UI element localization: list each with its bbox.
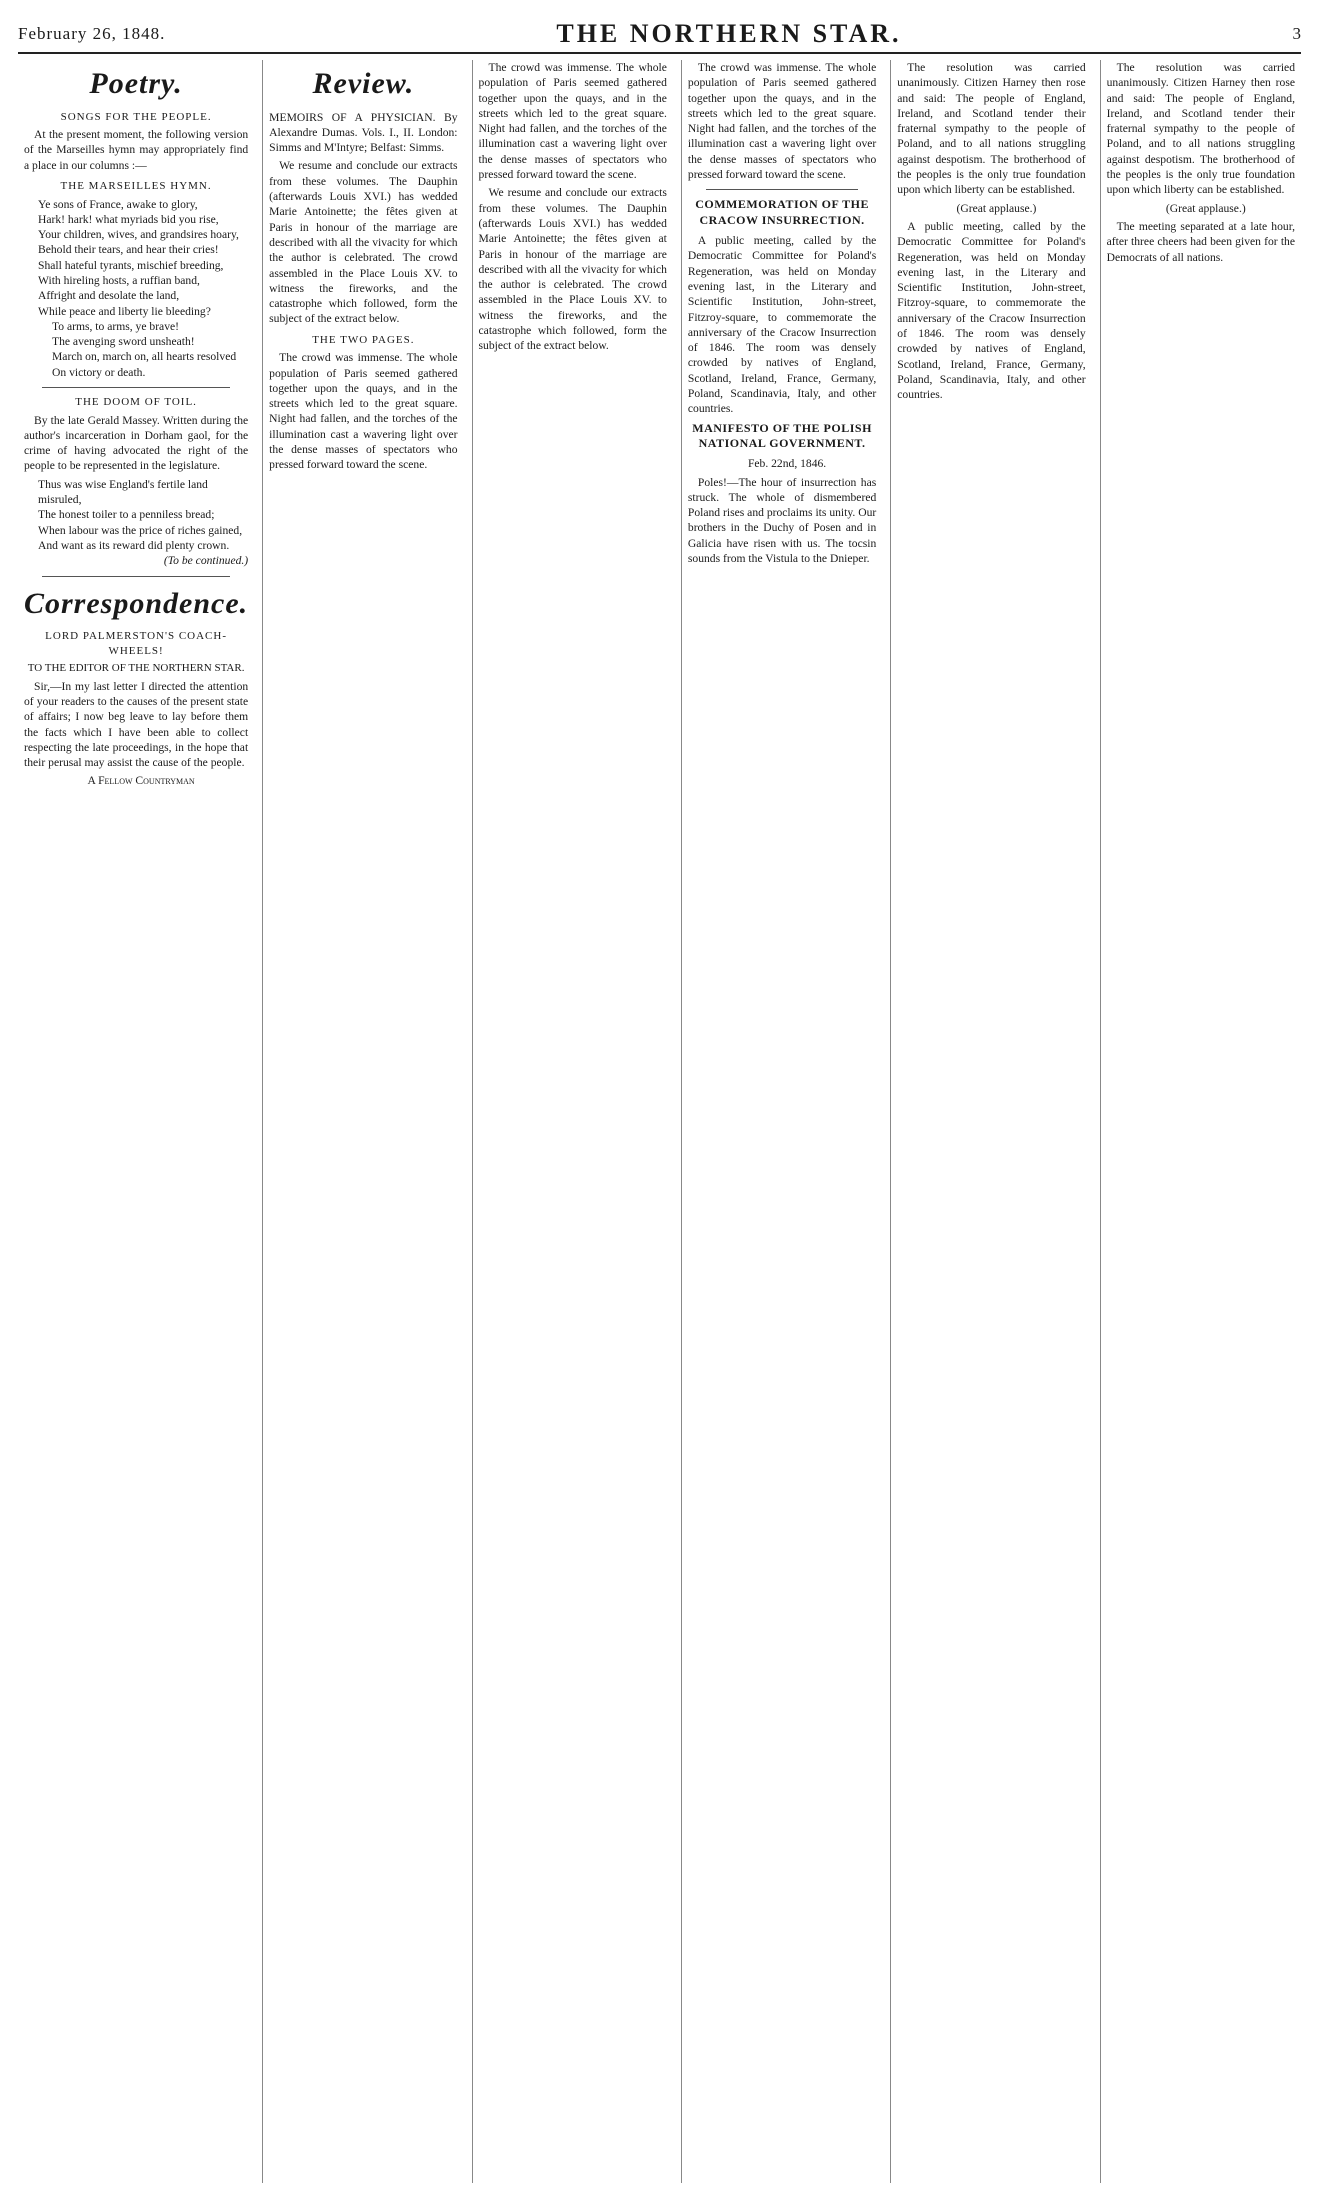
review-continuation: The crowd was immense. The whole population of Paris seemed gathered together upon the quays, and in the streets which led to the great square. Night had fallen, and the torches of the illumination cast a wavering light over the dense masses of spectators who pressed forward toward the scene.: [478, 61, 667, 182]
verse-line: March on, march on, all hearts resolved: [52, 350, 237, 364]
songs-heading: SONGS FOR THE PEOPLE.: [60, 110, 212, 123]
column-grid: [18, 60, 1301, 2183]
manifesto-body: Poles!—The hour of insurrection has struck. The whole of dismembered Poland rises and proclaims its unity. Our brothers in the Duchy of Posen and in Galicia have risen with us. The tocsin sounds from the Vistula to the Dnieper.: [687, 475, 877, 566]
masthead: [18, 16, 1301, 54]
correspondence-body: Sir,—In my last letter I directed the attention of your readers to the causes of the present state of affairs; I now beg leave to lay before them the facts which I have been able to collect respecting the late proceedings, in the hope that their perusal may assist the cause of the people.: [24, 679, 249, 770]
verse-line: Behold their tears, and hear their cries!: [38, 243, 219, 257]
column-4: [681, 60, 882, 2183]
column-3: [472, 60, 673, 2183]
verse-line: With hireling hosts, a ruffian band,: [38, 274, 200, 287]
songs-intro: At the present moment, the following version of the Marseilles hymn may appropriately find a place in our columns :—: [24, 128, 249, 172]
doom-verse: [24, 477, 248, 553]
review-continuation: The crowd was immense. The whole population of Paris seemed gathered together upon the quays, and in the streets which led to the great square. Night had fallen, and the torches of the illumination cast a wavering light over the dense masses of spectators who pressed forward toward the scene.: [269, 351, 458, 472]
correspondence-signature: A Fellow Countryman: [87, 774, 195, 788]
hymn-verse: [24, 197, 248, 381]
speech-body: The resolution was carried unanimously. Citizen Harney then rose and said: The people of England, Ireland, and Scotland tender their fraternal sympathy to the people of Poland, and to all nations struggling against despotism. The brotherhood of the peoples is the only true foundation upon which liberty can be established.: [897, 61, 1086, 197]
verse-line: And want as its reward did plenty crown.: [38, 538, 230, 552]
manifesto-heading: MANIFESTO OF THE POLISH NATIONAL GOVERNMENT.: [692, 420, 872, 451]
column-2: [262, 60, 463, 2183]
newspaper-title: THE NORTHERN STAR.: [556, 19, 902, 48]
verse-line: Your children, wives, and grandsires hoary,: [38, 228, 239, 242]
correspondence-salutation: TO THE EDITOR OF THE NORTHERN STAR.: [27, 662, 245, 675]
hymn-heading: THE MARSEILLES HYMN.: [60, 180, 212, 192]
correspondence-heading: LORD PALMERSTON'S COACH-WHEELS!: [45, 630, 228, 657]
review-body: We resume and conclude our extracts from these volumes. The Dauphin (afterwards Louis XVI.) has wedded Marie Antoinette; the fêtes given at Paris in honour of the marriage are described with all the vivacity for which the author is celebrated. The crowd assembled in the Place Louis XV. to witness the fireworks, and the catastrophe which followed, form the subject of the extract below.: [478, 186, 667, 353]
page-number: 3: [1292, 24, 1301, 43]
divider: [42, 576, 230, 577]
review-book-title: MEMOIRS OF A PHYSICIAN. By Alexandre Dumas. Vols. I., II. London: Simms and M'Intyre; Belfast: Simms.: [269, 110, 458, 155]
speech-closing: The meeting separated at a late hour, after three cheers had been given for the Democrats of all nations.: [1106, 219, 1295, 264]
verse-line: On victory or death.: [52, 365, 146, 379]
commemoration-body: A public meeting, called by the Democratic Committee for Poland's Regeneration, was held on Monday evening last, in the Literary and Scientific Institution, John-street, Fitzroy-square, to commemorate the anniversary of the Cracow Insurrection of 1846. The room was densely crowded by natives of England, Scotland, Ireland, France, Germany, Poland, Scandinavia, Italy, and other countries.: [897, 219, 1086, 402]
speech-cheers: (Great applause.): [1165, 201, 1246, 215]
verse-line: Affright and desolate the land,: [38, 289, 180, 303]
speech-body: The resolution was carried unanimously. Citizen Harney then rose and said: The people of England, Ireland, and Scotland tender their fraternal sympathy to the people of Poland, and to all nations struggling against despotism. The brotherhood of the peoples is the only true foundation upon which liberty can be established.: [1106, 61, 1295, 197]
manifesto-date: Feb. 22nd, 1846.: [747, 457, 827, 471]
column-5: [890, 60, 1091, 2183]
poetry-section-title: Poetry.: [89, 67, 183, 100]
review-section-title: Review.: [312, 67, 415, 100]
verse-line: The avenging sword unsheath!: [52, 335, 195, 349]
doom-intro: By the late Gerald Massey. Written during the author's incarceration in Dorham gaol, for the crime of having advocated the right of the people to be represented in the legislature.: [24, 413, 249, 473]
review-subheading: THE TWO PAGES.: [312, 333, 415, 346]
verse-line: Shall hateful tyrants, mischief breeding,: [38, 258, 224, 272]
correspondence-section-title: Correspondence.: [24, 586, 249, 620]
verse-line: Hark! hark! what myriads bid you rise,: [38, 212, 219, 226]
column-6: [1100, 60, 1301, 2183]
to-be-continued: (To be continued.): [163, 554, 249, 568]
review-continuation: The crowd was immense. The whole population of Paris seemed gathered together upon the quays, and in the streets which led to the great square. Night had fallen, and the torches of the illumination cast a wavering light over the dense masses of spectators who pressed forward toward the scene.: [687, 61, 877, 182]
speech-cheers: (Great applause.): [956, 201, 1037, 215]
divider: [706, 189, 858, 190]
verse-line: The honest toiler to a penniless bread;: [38, 508, 215, 522]
review-body: We resume and conclude our extracts from these volumes. The Dauphin (afterwards Louis XVI.) has wedded Marie Antoinette; the fêtes given at Paris in honour of the marriage are described with all the vivacity for which the author is celebrated. The crowd assembled in the Place Louis XV. to witness the fireworks, and the catastrophe which followed, form the subject of the extract below.: [269, 159, 458, 326]
verse-line: Thus was wise England's fertile land misruled,: [38, 477, 208, 507]
verse-line: While peace and liberty lie bleeding?: [38, 304, 211, 318]
verse-line: To arms, to arms, ye brave!: [52, 319, 179, 333]
commemoration-heading: COMMEMORATION OF THE CRACOW INSURRECTION.: [695, 197, 869, 228]
commemoration-body: A public meeting, called by the Democratic Committee for Poland's Regeneration, was held on Monday evening last, in the Literary and Scientific Institution, John-street, Fitzroy-square, to commemorate the anniversary of the Cracow Insurrection of 1846. The room was densely crowded by natives of England, Scotland, Ireland, France, Germany, Poland, Scandinavia, Italy, and other countries.: [687, 234, 877, 416]
issue-date: February 26, 1848.: [18, 24, 166, 43]
verse-line: When labour was the price of riches gained,: [38, 523, 243, 537]
divider: [42, 387, 230, 388]
doom-heading: THE DOOM OF TOIL.: [75, 396, 197, 409]
verse-line: Ye sons of France, awake to glory,: [38, 197, 198, 211]
column-1: [18, 60, 254, 2183]
